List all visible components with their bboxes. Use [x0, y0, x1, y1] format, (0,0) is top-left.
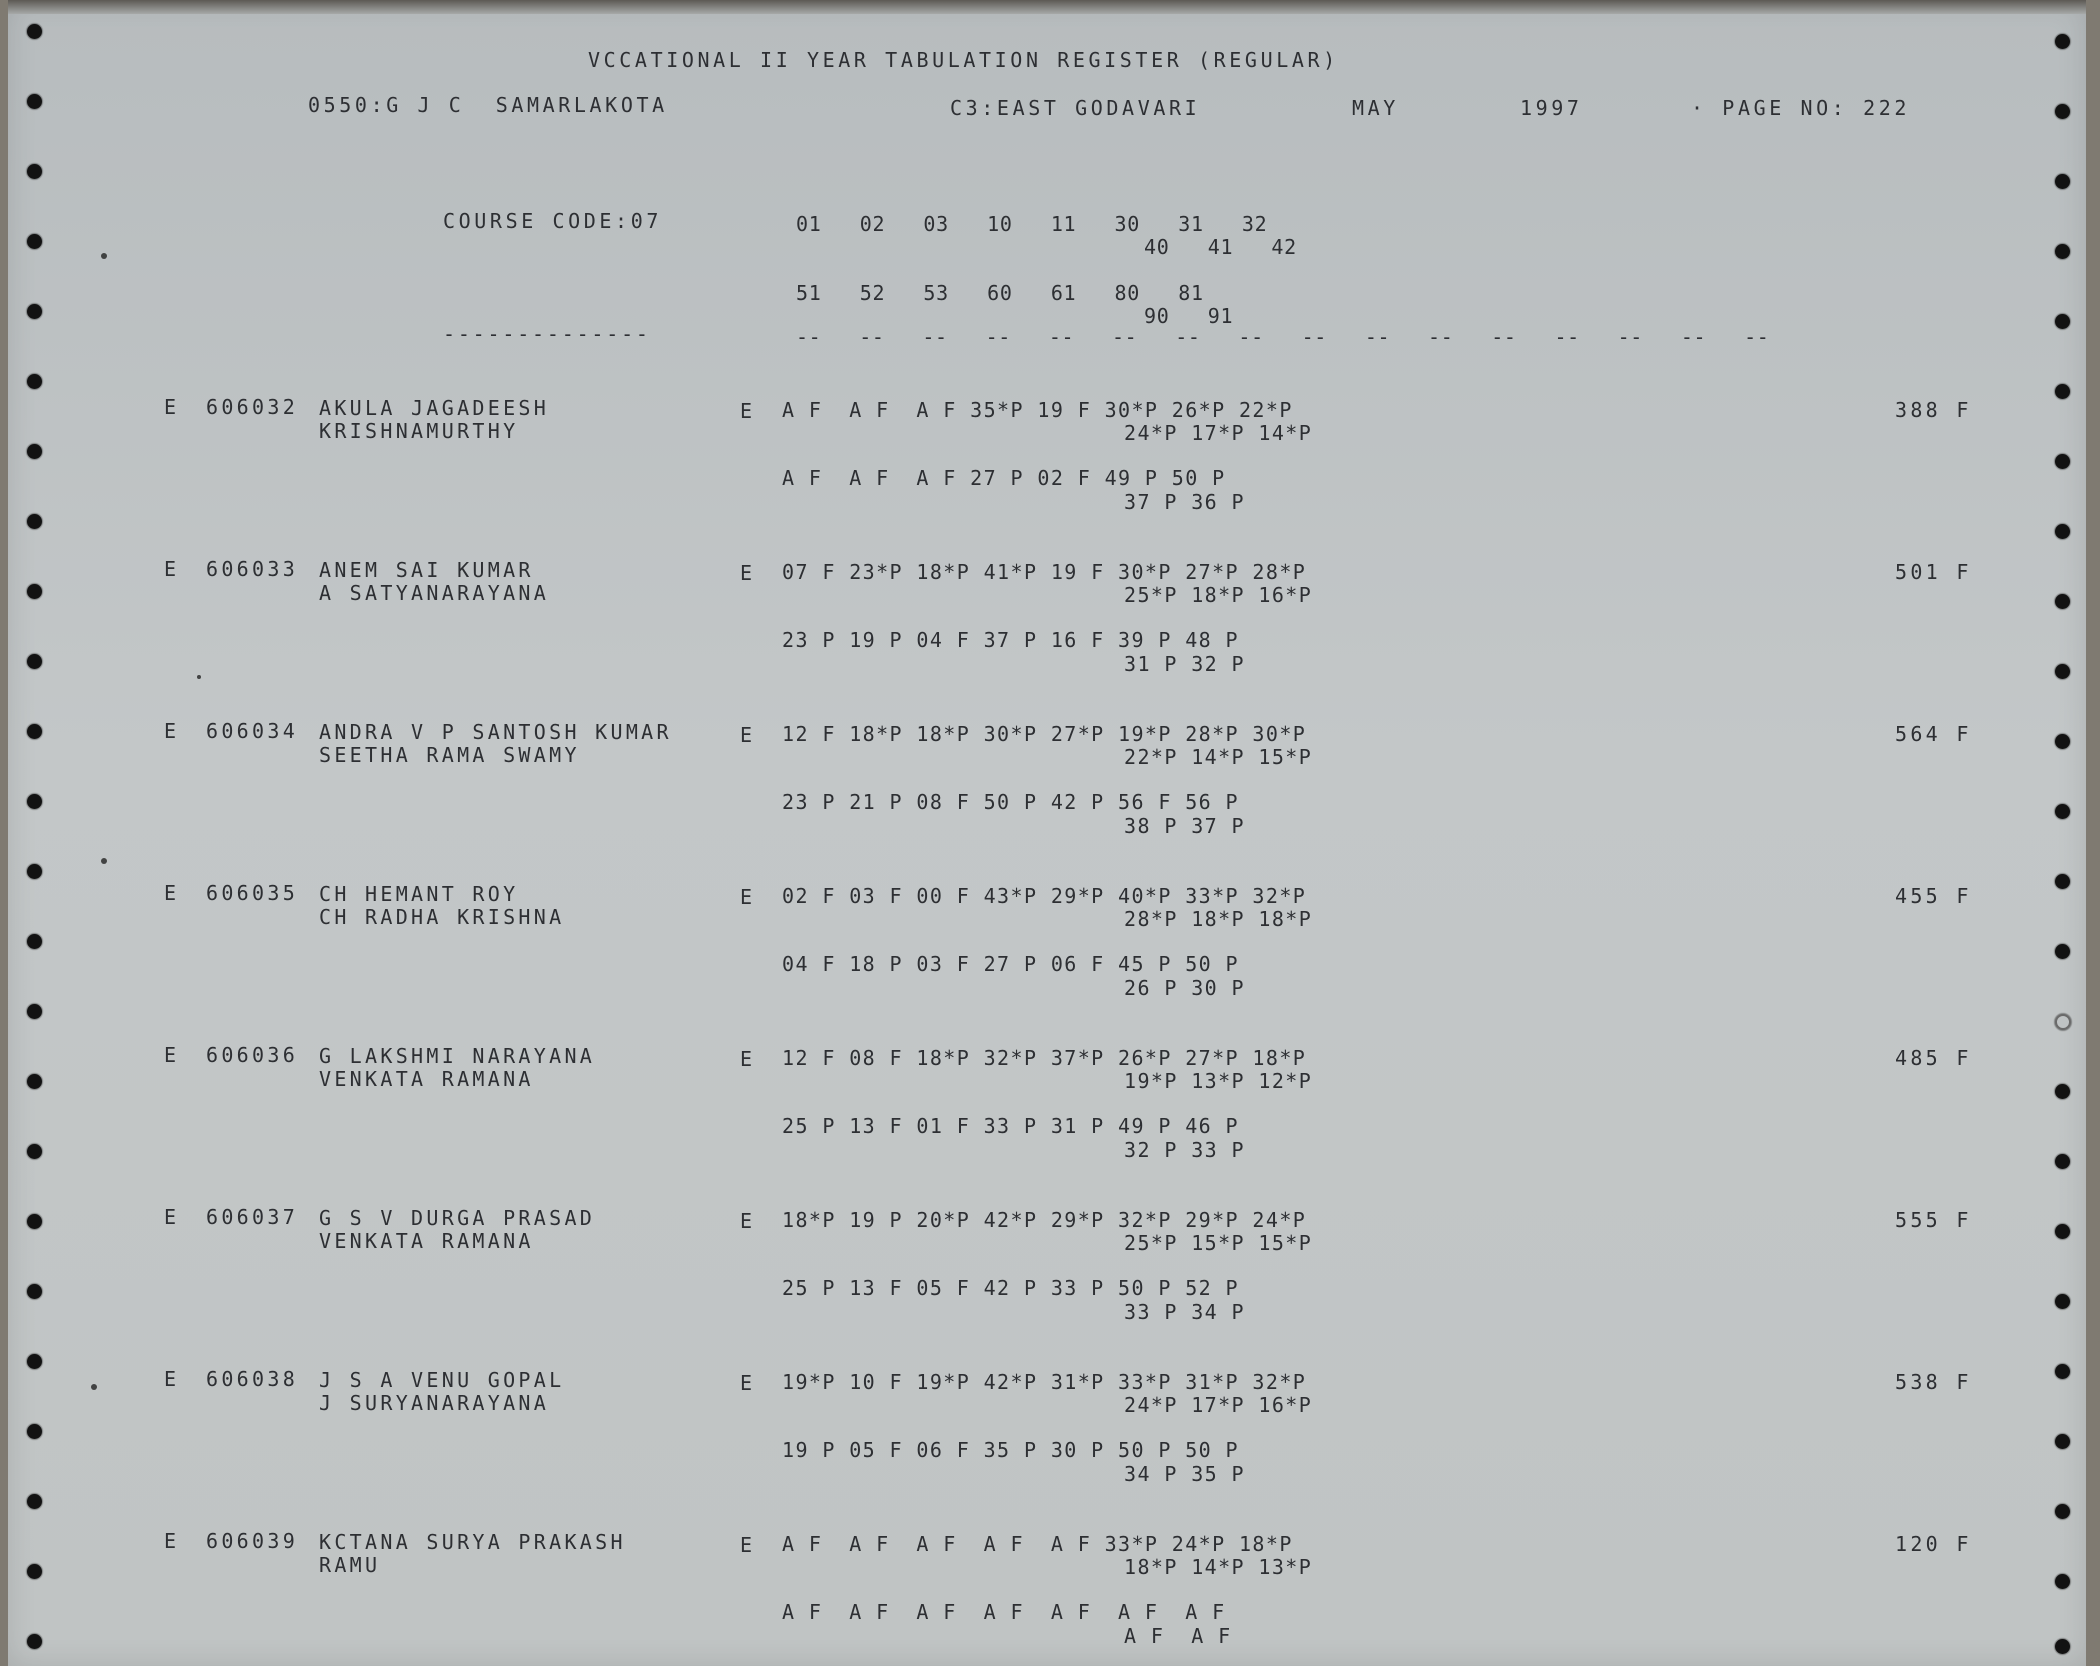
college-name: 0550:G J C SAMARLAKOTA — [308, 93, 668, 117]
subject-codes-row2-cont: 90 91 — [1144, 304, 1234, 328]
feed-hole — [2055, 944, 2070, 959]
record-student-name: G S V DURGA PRASAD — [319, 1206, 596, 1230]
record-marks-row2: A F A F A F 27 P 02 F 49 P 50 P — [782, 466, 1226, 490]
paper-speck — [101, 858, 107, 864]
feed-hole — [2055, 1014, 2071, 1030]
register-title: VCCATIONAL II YEAR TABULATION REGISTER (REGULAR) — [588, 48, 1339, 72]
record-category: E — [164, 881, 180, 905]
record-total: 555 F — [1895, 1208, 1972, 1232]
feed-hole — [2055, 1084, 2070, 1099]
record-marks-row1: A F A F A F A F A F 33*P 24*P 18*P — [782, 1532, 1293, 1556]
feed-hole — [2055, 454, 2070, 469]
record-total: 538 F — [1895, 1370, 1972, 1394]
subject-codes-row2: 51 52 53 60 61 80 81 — [796, 281, 1204, 305]
record-category: E — [164, 1367, 180, 1391]
record-marks-row1: 12 F 08 F 18*P 32*P 37*P 26*P 27*P 18*P — [782, 1046, 1307, 1070]
record-category: E — [164, 1043, 180, 1067]
record-marks-row1-cont: 22*P 14*P 15*P — [1124, 745, 1313, 769]
record-marks-row1: 07 F 23*P 18*P 41*P 19 F 30*P 27*P 28*P — [782, 560, 1307, 584]
feed-hole — [2055, 104, 2070, 119]
feed-hole — [27, 1074, 42, 1089]
record-marks-row2: 19 P 05 F 06 F 35 P 30 P 50 P 50 P — [782, 1438, 1239, 1462]
feed-hole — [27, 724, 42, 739]
record-medium: E — [740, 1533, 756, 1557]
feed-hole — [27, 1004, 42, 1019]
record-marks-row2-cont: 38 P 37 P — [1124, 814, 1245, 838]
record-student-name: G LAKSHMI NARAYANA — [319, 1044, 596, 1068]
record-category: E — [164, 719, 180, 743]
feed-hole — [27, 1214, 42, 1229]
record-student-name: ANEM SAI KUMAR — [319, 558, 534, 582]
record-roll-number: 606035 — [206, 881, 299, 905]
feed-hole — [27, 234, 42, 249]
record-marks-row2-cont: A F A F — [1124, 1624, 1232, 1648]
feed-hole — [27, 794, 42, 809]
record-marks-row1-cont: 24*P 17*P 14*P — [1124, 421, 1313, 445]
record-marks-row2: 25 P 13 F 01 F 33 P 31 P 49 P 46 P — [782, 1114, 1239, 1138]
record-marks-row1-cont: 25*P 18*P 16*P — [1124, 583, 1313, 607]
feed-hole — [27, 1354, 42, 1369]
record-marks-row1: 19*P 10 F 19*P 42*P 31*P 33*P 31*P 32*P — [782, 1370, 1307, 1394]
header-underline-right: -- -- -- -- -- -- -- -- -- -- -- -- -- -- -- -- — [796, 325, 1770, 349]
record-marks-row1-cont: 18*P 14*P 13*P — [1124, 1555, 1313, 1579]
record-father-name: A SATYANARAYANA — [319, 581, 550, 605]
record-marks-row2-cont: 33 P 34 P — [1124, 1300, 1245, 1324]
feed-hole — [27, 374, 42, 389]
feed-hole — [27, 1564, 42, 1579]
record-marks-row1: 02 F 03 F 00 F 43*P 29*P 40*P 33*P 32*P — [782, 884, 1307, 908]
record-roll-number: 606033 — [206, 557, 299, 581]
feed-hole — [2055, 34, 2070, 49]
record-roll-number: 606037 — [206, 1205, 299, 1229]
feed-hole — [2055, 1294, 2070, 1309]
paper-speck — [91, 1384, 97, 1390]
record-marks-row2-cont: 26 P 30 P — [1124, 976, 1245, 1000]
feed-hole — [2055, 804, 2070, 819]
exam-year: 1997 — [1520, 96, 1583, 120]
feed-hole — [2055, 314, 2070, 329]
record-medium: E — [740, 1209, 756, 1233]
feed-hole — [27, 654, 42, 669]
record-father-name: VENKATA RAMANA — [319, 1067, 534, 1091]
feed-hole — [27, 1144, 42, 1159]
sheet-top-edge — [8, 0, 2086, 14]
subject-codes-row1-cont: 40 41 42 — [1144, 235, 1297, 259]
record-marks-row2-cont: 32 P 33 P — [1124, 1138, 1245, 1162]
record-category: E — [164, 557, 180, 581]
feed-hole — [27, 94, 42, 109]
record-medium: E — [740, 1371, 756, 1395]
feed-hole — [27, 1634, 42, 1649]
record-roll-number: 606032 — [206, 395, 299, 419]
record-marks-row2-cont: 34 P 35 P — [1124, 1462, 1245, 1486]
record-student-name: KCTANA SURYA PRAKASH — [319, 1530, 626, 1554]
feed-hole — [2055, 384, 2070, 399]
record-total: 501 F — [1895, 560, 1972, 584]
feed-hole — [27, 164, 42, 179]
feed-hole — [27, 444, 42, 459]
record-category: E — [164, 395, 180, 419]
record-student-name: J S A VENU GOPAL — [319, 1368, 565, 1392]
page-number-text: PAGE NO: 222 — [1722, 96, 1910, 120]
record-category: E — [164, 1529, 180, 1553]
feed-hole — [27, 934, 42, 949]
record-medium: E — [740, 561, 756, 585]
exam-month: MAY — [1352, 96, 1399, 120]
record-marks-row2: 23 P 19 P 04 F 37 P 16 F 39 P 48 P — [782, 628, 1239, 652]
record-marks-row2: A F A F A F A F A F A F A F — [782, 1600, 1226, 1624]
record-roll-number: 606034 — [206, 719, 299, 743]
record-marks-row1: 18*P 19 P 20*P 42*P 29*P 32*P 29*P 24*P — [782, 1208, 1307, 1232]
header-underline-left: -------------- — [443, 322, 651, 346]
paper-speck — [197, 675, 201, 679]
record-roll-number: 606036 — [206, 1043, 299, 1067]
record-marks-row2-cont: 31 P 32 P — [1124, 652, 1245, 676]
record-marks-row1: A F A F A F 35*P 19 F 30*P 26*P 22*P — [782, 398, 1293, 422]
record-marks-row1-cont: 24*P 17*P 16*P — [1124, 1393, 1313, 1417]
record-marks-row2: 23 P 21 P 08 F 50 P 42 P 56 F 56 P — [782, 790, 1239, 814]
record-medium: E — [740, 723, 756, 747]
record-marks-row2-cont: 37 P 36 P — [1124, 490, 1245, 514]
feed-hole — [27, 864, 42, 879]
feed-hole — [27, 304, 42, 319]
record-medium: E — [740, 885, 756, 909]
record-marks-row1-cont: 28*P 18*P 18*P — [1124, 907, 1313, 931]
feed-hole — [27, 1284, 42, 1299]
record-marks-row2: 25 P 13 F 05 F 42 P 33 P 50 P 52 P — [782, 1276, 1239, 1300]
record-student-name: ANDRA V P SANTOSH KUMAR — [319, 720, 672, 744]
record-roll-number: 606038 — [206, 1367, 299, 1391]
subject-codes-row1: 01 02 03 10 11 30 31 32 — [796, 212, 1268, 236]
feed-hole — [27, 1494, 42, 1509]
record-medium: E — [740, 1047, 756, 1071]
record-father-name: VENKATA RAMANA — [319, 1229, 534, 1253]
feed-hole — [2055, 1364, 2070, 1379]
record-category: E — [164, 1205, 180, 1229]
record-father-name: RAMU — [319, 1553, 381, 1577]
feed-hole — [2055, 174, 2070, 189]
feed-hole — [2055, 1504, 2070, 1519]
course-code: COURSE CODE:07 — [443, 209, 662, 233]
record-total: 388 F — [1895, 398, 1972, 422]
feed-hole — [2055, 874, 2070, 889]
record-total: 120 F — [1895, 1532, 1972, 1556]
record-medium: E — [740, 399, 756, 423]
district-name: C3:EAST GODAVARI — [950, 96, 1201, 120]
record-total: 485 F — [1895, 1046, 1972, 1070]
record-student-name: AKULA JAGADEESH — [319, 396, 550, 420]
record-marks-row2: 04 F 18 P 03 F 27 P 06 F 45 P 50 P — [782, 952, 1239, 976]
feed-hole — [2055, 734, 2070, 749]
feed-hole — [2055, 664, 2070, 679]
feed-hole — [2055, 1154, 2070, 1169]
record-marks-row1-cont: 19*P 13*P 12*P — [1124, 1069, 1313, 1093]
feed-hole — [27, 584, 42, 599]
feed-hole — [2055, 1574, 2070, 1589]
feed-hole — [2055, 1224, 2070, 1239]
record-total: 455 F — [1895, 884, 1972, 908]
record-roll-number: 606039 — [206, 1529, 299, 1553]
feed-hole — [2055, 1434, 2070, 1449]
feed-hole — [2055, 1639, 2070, 1654]
record-total: 564 F — [1895, 722, 1972, 746]
page-number: · PAGE NO: 222 — [1691, 96, 1910, 120]
record-father-name: CH RADHA KRISHNA — [319, 905, 565, 929]
record-father-name: SEETHA RAMA SWAMY — [319, 743, 580, 767]
tabulation-register-sheet — [8, 0, 2086, 1666]
feed-hole — [27, 514, 42, 529]
feed-hole — [27, 1424, 42, 1439]
record-student-name: CH HEMANT ROY — [319, 882, 519, 906]
feed-hole — [2055, 594, 2070, 609]
record-father-name: KRISHNAMURTHY — [319, 419, 519, 443]
record-father-name: J SURYANARAYANA — [319, 1391, 550, 1415]
record-marks-row1-cont: 25*P 15*P 15*P — [1124, 1231, 1313, 1255]
feed-hole — [2055, 524, 2070, 539]
paper-speck — [101, 253, 107, 259]
feed-hole — [27, 24, 42, 39]
record-marks-row1: 12 F 18*P 18*P 30*P 27*P 19*P 28*P 30*P — [782, 722, 1307, 746]
feed-hole — [2055, 244, 2070, 259]
